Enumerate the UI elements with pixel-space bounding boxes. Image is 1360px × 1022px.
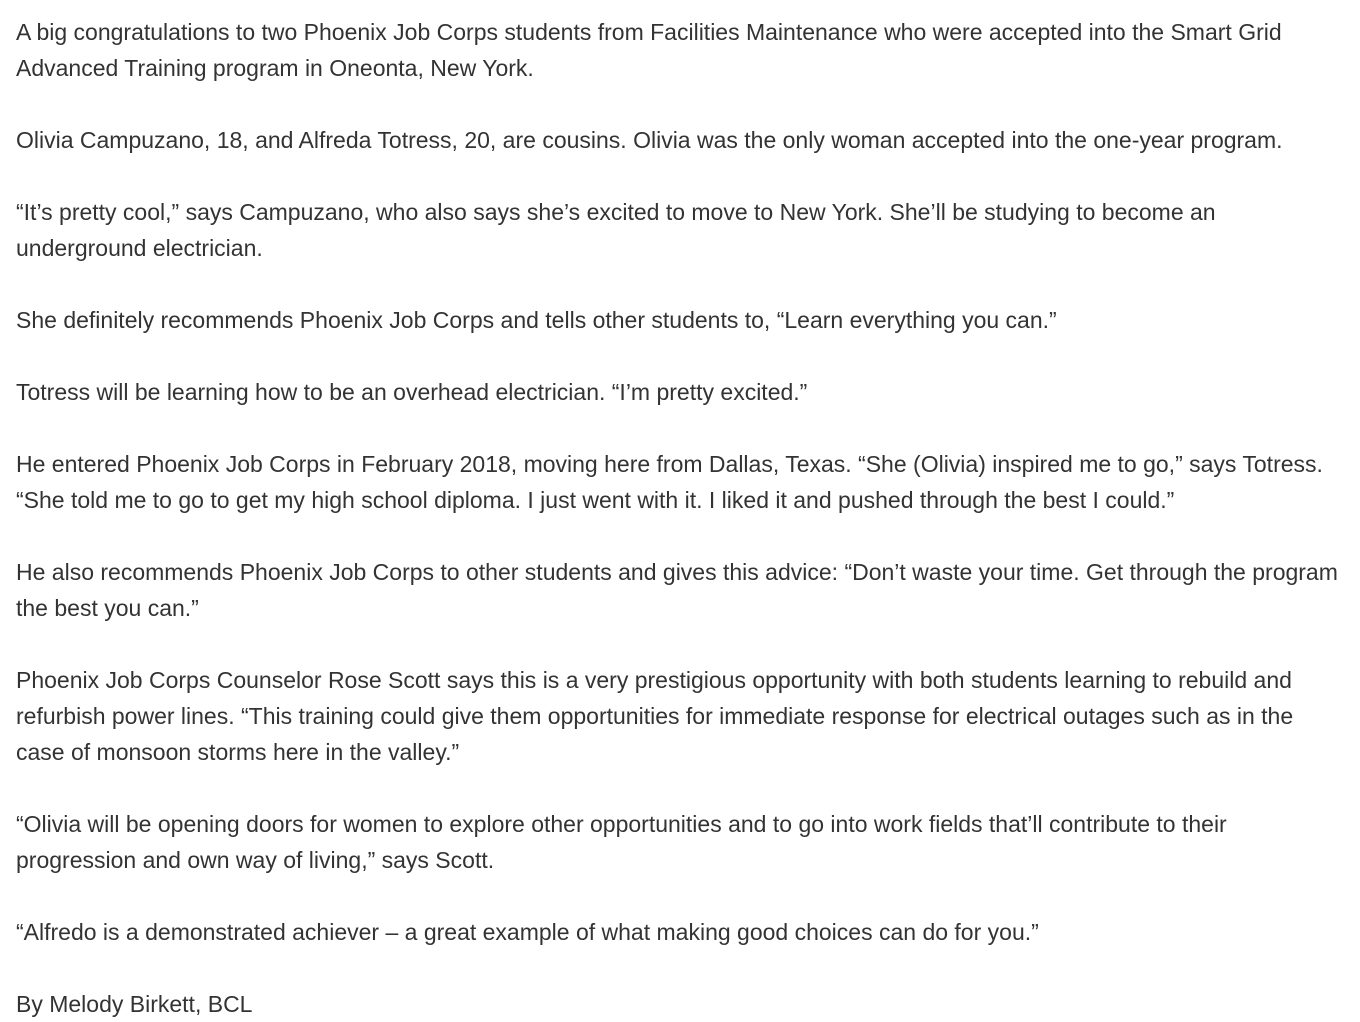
article-paragraph-advice: He also recommends Phoenix Job Corps to other students and gives this advice: “Don’t waste your time. Get through the program the best you can.”	[16, 559, 1338, 621]
article-paragraph-intro: A big congratulations to two Phoenix Job Corps students from Facilities Maintenance who were accepted into the Smart Grid Advanced Training program in Oneonta, New York.	[16, 19, 1282, 81]
article-body	[16, 14, 1346, 1022]
article-paragraph-entry: He entered Phoenix Job Corps in February 2018, moving here from Dallas, Texas. “She (Olivia) inspired me to go,” says Totress. “She told me to go to get my high school diploma. I just went with it. I liked it and pushed through the best I could.”	[16, 451, 1323, 513]
article-byline: By Melody Birkett, BCL	[16, 991, 253, 1017]
article-paragraph-alfredo: “Alfredo is a demonstrated achiever – a great example of what making good choices can do for you.”	[16, 919, 1039, 945]
article-paragraph-totress: Totress will be learning how to be an overhead electrician. “I’m pretty excited.”	[16, 379, 808, 405]
article-paragraph-olivia-doors: “Olivia will be opening doors for women to explore other opportunities and to go into work fields that’ll contribute to their progression and own way of living,” says Scott.	[16, 811, 1227, 873]
article-paragraph-campuzano-quote: “It’s pretty cool,” says Campuzano, who also says she’s excited to move to New York. She’ll be studying to become an underground electrician.	[16, 199, 1216, 261]
article-paragraph-counselor: Phoenix Job Corps Counselor Rose Scott says this is a very prestigious opportunity with both students learning to rebuild and refurbish power lines. “This training could give them opportunities for immediate response for electrical outages such as in the case of monsoon storms here in the valley.”	[16, 667, 1294, 765]
article-paragraph-cousins: Olivia Campuzano, 18, and Alfreda Totress, 20, are cousins. Olivia was the only woman accepted into the one-year program.	[16, 127, 1283, 153]
article-paragraph-recommendation: She definitely recommends Phoenix Job Corps and tells other students to, “Learn everything you can.”	[16, 307, 1057, 333]
